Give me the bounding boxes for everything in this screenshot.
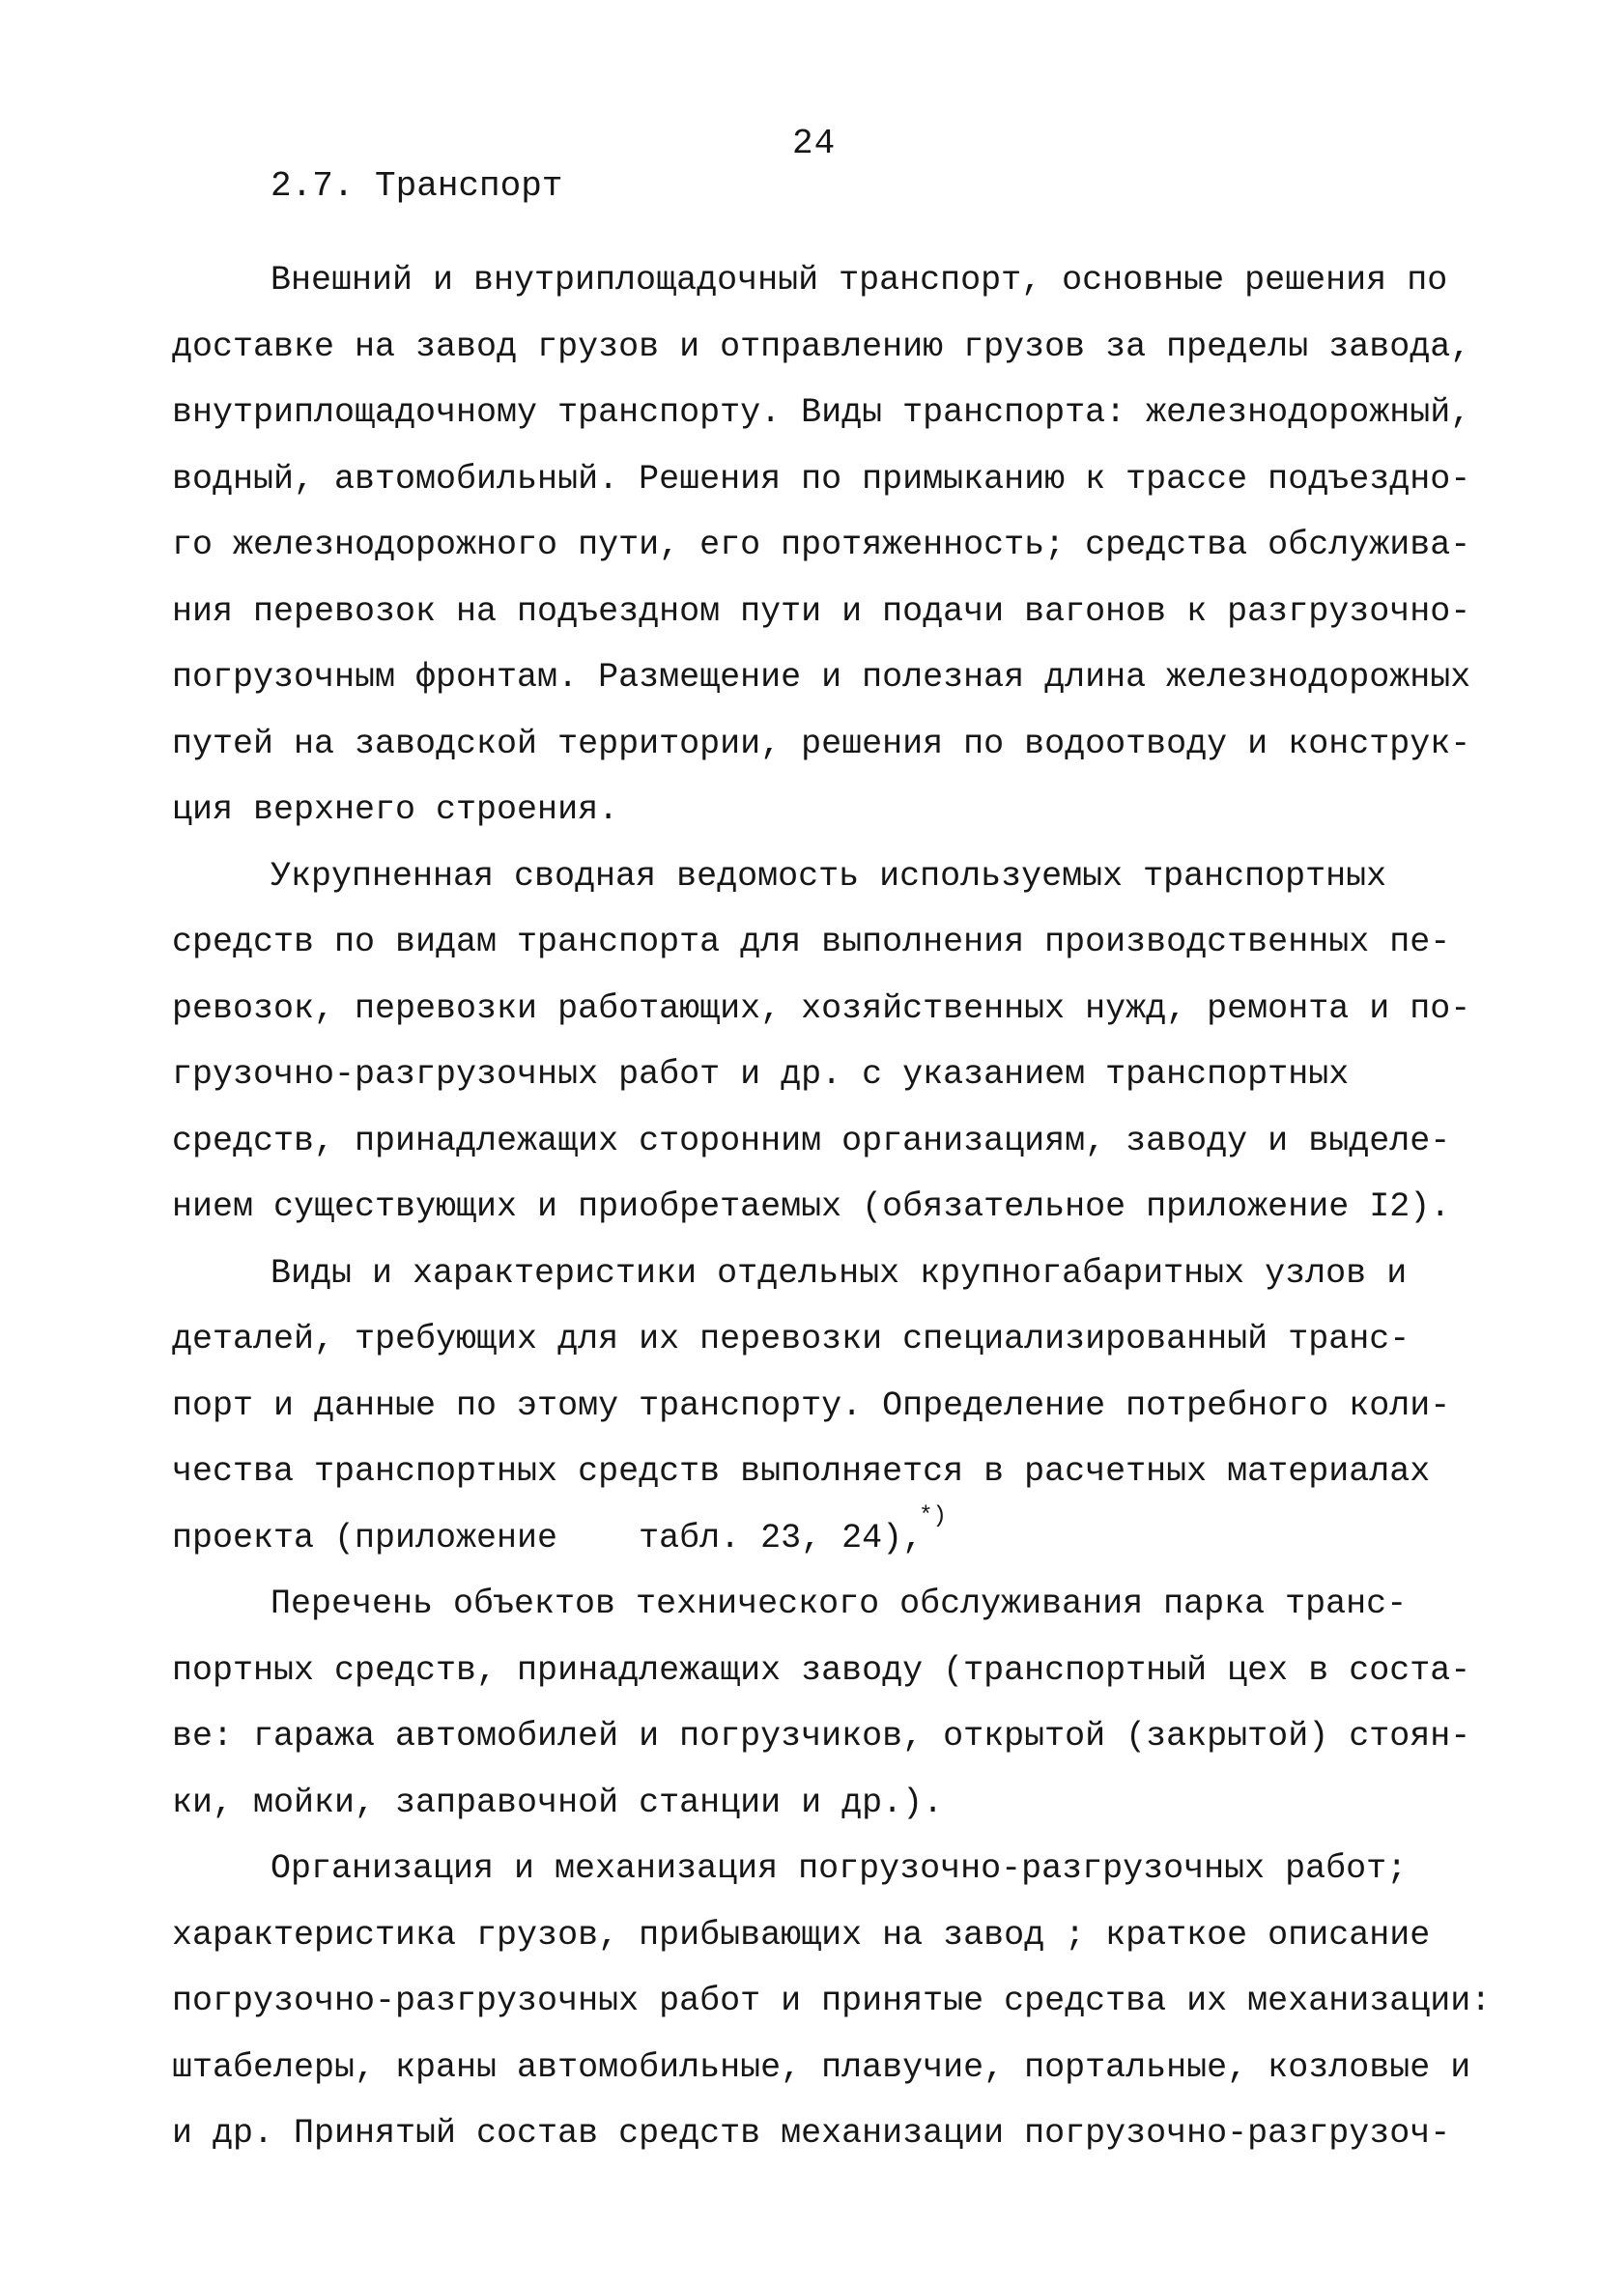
text-line: Виды и характеристики отдельных крупногабаритных узлов и [271, 1253, 1408, 1293]
text-line: и др. Принятый состав средств механизации погрузочно-разгрузоч- [172, 2114, 1451, 2153]
text-line: средств, принадлежащих сторонним организациям, заводу и выделе- [172, 1121, 1451, 1160]
text-line: го железнодорожного пути, его протяженность; средства обслужива- [172, 526, 1471, 564]
text-line: доставке на завод грузов и отправлению грузов за пределы завода, [172, 327, 1471, 366]
document-body [172, 247, 1492, 2167]
text-line: деталей, требующих для их перевозки специализированный транс- [172, 1320, 1410, 1358]
text-line: средств по видам транспорта для выполнения производственных пе- [172, 923, 1451, 961]
text-line: порт и данные по этому транспорту. Определение потребного коли- [172, 1385, 1451, 1425]
paragraph-maintenance-facilities [172, 1571, 1471, 1836]
text-line: Внешний и внутриплощадочный транспорт, основные решения по [271, 261, 1448, 300]
paragraph-oversized-units [172, 1241, 1467, 1572]
section-title: 2.7. Транспорт [271, 166, 563, 206]
text-line: ния перевозок на подъездном пути и подачи вагонов к разгрузочно- [172, 591, 1471, 631]
text-line: штабелеры, краны автомобильные, плавучие, портальные, козловые и [172, 2047, 1471, 2087]
text-line: внутриплощадочному транспорту. Виды транспорта: железнодорожный, [172, 393, 1471, 432]
page-number: 24 [792, 124, 837, 163]
text-line: характеристика грузов, прибывающих на завод ; краткое описание [172, 1915, 1431, 1955]
text-line-with-footnote [172, 1502, 1467, 1572]
text-line: ки, мойки, заправочной станции и др.). [172, 1783, 944, 1822]
text-line: путей на заводской территории, решения по водоотводу и конструк- [172, 724, 1471, 763]
text-line: ция верхнего строения. [172, 790, 619, 829]
text-line: портных средств, принадлежащих заводу (транспортный цех в соста- [172, 1650, 1471, 1690]
text-line: Укрупненная сводная ведомость используемых транспортных [271, 856, 1387, 896]
text-line: проекта (приложение табл. 23, 24), [172, 1518, 924, 1557]
text-line: погрузочным фронтам. Размещение и полезная длина железнодорожных [172, 658, 1471, 697]
footnote-mark: *) [919, 1502, 947, 1529]
paragraph-external-transport [172, 247, 1471, 843]
text-line: Перечень объектов технического обслуживания парка транс- [271, 1585, 1408, 1623]
paragraph-loading-operations [172, 1836, 1492, 2167]
text-line: Организация и механизация погрузочно-разгрузочных работ; [271, 1849, 1408, 1888]
text-line: ве: гаража автомобилей и погрузчиков, открытой (закрытой) стоян- [172, 1717, 1471, 1756]
text-line: водный, автомобильный. Решения по примыканию к трассе подъездно- [172, 459, 1471, 499]
text-line: погрузочно-разгрузочных работ и принятые средства их механизации: [172, 1982, 1492, 2020]
text-line: нием существующих и приобретаемых (обязательное приложение I2). [172, 1187, 1451, 1226]
text-line: грузочно-разгрузочных работ и др. с указанием транспортных [172, 1055, 1350, 1094]
text-line: ревозок, перевозки работающих, хозяйственных нужд, ремонта и по- [172, 988, 1471, 1028]
text-line: чества транспортных средств выполняется в расчетных материалах [172, 1452, 1431, 1491]
paragraph-consolidated-statement [172, 843, 1471, 1241]
